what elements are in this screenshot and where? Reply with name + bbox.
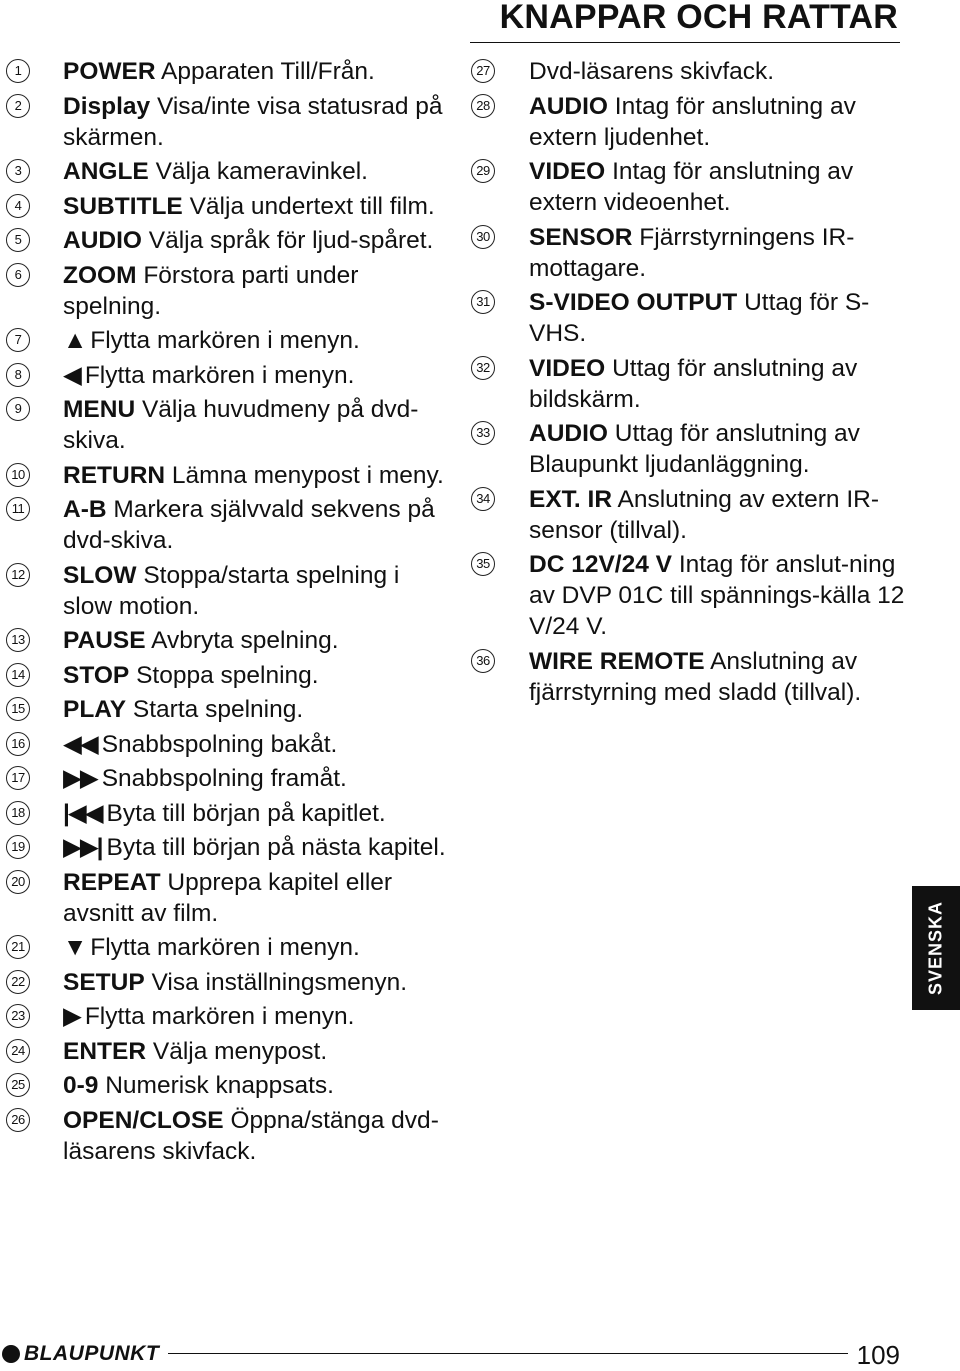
list-item — [466, 91, 906, 153]
item-key-label: AUDIO — [529, 92, 608, 120]
list-item — [0, 56, 450, 87]
button-symbol-icon: ▶▶| — [63, 834, 102, 861]
list-item — [466, 418, 906, 480]
item-description: Flytta markören i menyn. — [84, 1003, 355, 1030]
item-key-label: OPEN/CLOSE — [63, 1106, 224, 1134]
item-number-badge: 6 — [6, 263, 30, 287]
item-description: Visa/inte visa statusrad på skärmen. — [63, 92, 443, 151]
item-description: Avbryta spelning. — [151, 627, 339, 654]
item-description: Apparaten Till/Från. — [161, 58, 375, 85]
item-key-label: S-VIDEO OUTPUT — [529, 289, 738, 316]
item-number-badge: 8 — [6, 363, 30, 387]
right-column — [466, 56, 906, 711]
item-description: Uttag för S-VHS. — [529, 289, 870, 347]
item-number-badge: 2 — [6, 94, 30, 118]
item-description: Intag för anslutning av extern videoenhet. — [529, 158, 854, 216]
item-key-label: SUBTITLE — [63, 192, 183, 220]
item-key-label: AUDIO — [63, 227, 142, 254]
item-key-label: REPEAT — [63, 868, 161, 896]
list-item — [466, 353, 906, 415]
item-key-label: VIDEO — [529, 354, 606, 382]
item-number-badge: 17 — [6, 766, 30, 790]
item-key-label: PAUSE — [63, 627, 146, 654]
item-key-label: SLOW — [63, 561, 137, 589]
brand-logo — [2, 1341, 159, 1367]
list-item — [466, 484, 906, 546]
list-item — [0, 1001, 450, 1032]
footer-rule — [168, 1353, 848, 1354]
list-item — [0, 191, 450, 222]
language-tab-label: SVENSKA — [925, 900, 946, 996]
list-item — [0, 1105, 450, 1167]
list-item — [0, 494, 450, 556]
item-key-label: PLAY — [63, 696, 127, 723]
item-description: Anslutning av fjärrstyrning med sladd (tillval). — [529, 647, 862, 706]
item-description: Förstora parti under spelning. — [63, 261, 359, 320]
list-item — [466, 287, 906, 349]
page-number: 109 — [856, 1340, 900, 1370]
button-symbol-icon: ▶▶ — [63, 765, 97, 792]
item-number-badge: 5 — [6, 228, 30, 252]
item-description: Välja kameravinkel. — [155, 158, 368, 185]
item-key-label: POWER — [63, 58, 156, 85]
list-item — [466, 549, 906, 642]
item-number-badge: 7 — [6, 328, 30, 352]
title-rule — [470, 42, 900, 43]
item-number-badge: 26 — [6, 1108, 30, 1132]
item-description: Fjärrstyrningens IR-mottagare. — [529, 223, 855, 282]
item-number-badge: 32 — [471, 356, 495, 380]
list-item — [0, 560, 450, 622]
item-number-badge: 15 — [6, 697, 30, 721]
item-number-badge: 10 — [6, 463, 30, 487]
item-key-label: EXT. IR — [529, 485, 613, 513]
button-symbol-icon: |◀◀ — [63, 799, 102, 827]
item-key-label: Display — [63, 92, 151, 120]
item-key-label: RETURN — [63, 461, 166, 489]
item-key-label: MENU — [63, 396, 136, 423]
list-item — [0, 867, 450, 929]
item-number-badge: 24 — [6, 1039, 30, 1063]
button-symbol-icon: ◀◀ — [63, 730, 97, 758]
item-description: Flytta markören i menyn. — [84, 361, 355, 389]
item-description: Byta till början på kapitlet. — [106, 799, 386, 827]
list-item — [0, 325, 450, 356]
language-tab — [912, 886, 960, 1010]
list-item — [0, 460, 450, 491]
item-description: Visa inställningsmenyn. — [151, 968, 408, 996]
item-number-badge: 23 — [6, 1004, 30, 1028]
item-description: Flytta markören i menyn. — [90, 934, 360, 961]
item-key-label: WIRE REMOTE — [529, 647, 705, 675]
brand-name: BLAUPUNKT — [24, 1342, 160, 1365]
item-number-badge: 11 — [6, 497, 30, 521]
item-description: Lämna menypost i meny. — [171, 461, 444, 489]
item-description: Byta till början på nästa kapitel. — [106, 834, 446, 861]
item-number-badge: 31 — [471, 290, 495, 314]
list-item — [466, 222, 906, 284]
item-description: Markera självvald sekvens på dvd-skiva. — [63, 496, 435, 554]
item-description: Stoppa/starta spelning i slow motion. — [63, 561, 400, 620]
item-description: Intag för anslut-ning av DVP 01C till spännings-källa 12 V/24 V. — [529, 551, 905, 640]
list-item — [0, 91, 450, 153]
item-number-badge: 27 — [471, 59, 495, 83]
item-number-badge: 1 — [6, 59, 30, 83]
item-description: Uttag för anslutning av Blaupunkt ljudanläggning. — [529, 420, 860, 478]
item-number-badge: 34 — [471, 487, 495, 511]
list-item — [0, 694, 450, 725]
item-key-label: SETUP — [63, 968, 145, 996]
page-title: KNAPPAR OCH RATTAR — [499, 0, 898, 36]
list-item — [0, 260, 450, 322]
item-key-label: SENSOR — [529, 223, 633, 251]
item-description: Välja menypost. — [152, 1037, 328, 1065]
item-key-label: DC 12V/24 V — [529, 551, 672, 578]
item-number-badge: 35 — [471, 552, 495, 576]
list-item — [0, 156, 450, 187]
list-item — [0, 360, 450, 391]
list-item — [466, 156, 906, 218]
item-key-label: ENTER — [63, 1037, 147, 1065]
item-number-badge: 28 — [471, 94, 495, 118]
button-symbol-icon: ▲ — [63, 327, 86, 354]
item-number-badge: 3 — [6, 159, 30, 183]
item-description: Starta spelning. — [132, 696, 304, 723]
item-key-label: VIDEO — [529, 158, 606, 185]
item-description: Snabbspolning framåt. — [101, 765, 347, 792]
item-number-badge: 14 — [6, 663, 30, 687]
item-key-label: 0-9 — [63, 1072, 99, 1099]
list-item — [0, 832, 450, 863]
item-description: Stoppa spelning. — [136, 661, 319, 689]
item-number-badge: 20 — [6, 870, 30, 894]
logo-dot-icon — [2, 1345, 20, 1363]
list-item — [0, 729, 450, 760]
item-number-badge: 36 — [471, 649, 495, 673]
item-description: Numerisk knappsats. — [105, 1072, 334, 1099]
list-item — [0, 394, 450, 456]
list-item — [0, 1036, 450, 1067]
item-key-label: ZOOM — [63, 261, 137, 289]
list-item — [0, 225, 450, 256]
button-symbol-icon: ▼ — [63, 934, 86, 961]
item-description: Anslutning av extern IR-sensor (tillval). — [529, 485, 879, 544]
item-number-badge: 19 — [6, 835, 30, 859]
item-description: Välja undertext till film. — [189, 192, 435, 220]
item-number-badge: 4 — [6, 194, 30, 218]
item-description: Välja huvudmeny på dvd-skiva. — [63, 396, 419, 454]
list-item — [0, 798, 450, 829]
item-description: Upprepa kapitel eller avsnitt av film. — [63, 868, 393, 927]
item-number-badge: 25 — [6, 1073, 30, 1097]
list-item — [0, 763, 450, 794]
item-number-badge: 30 — [471, 225, 495, 249]
item-number-badge: 21 — [6, 935, 30, 959]
item-number-badge: 12 — [6, 563, 30, 587]
item-key-label: STOP — [63, 661, 130, 689]
left-column — [0, 56, 450, 1170]
item-number-badge: 29 — [471, 159, 495, 183]
list-item — [0, 625, 450, 656]
item-description: Snabbspolning bakåt. — [101, 730, 338, 758]
button-symbol-icon: ◀ — [63, 361, 80, 389]
item-description: Välja språk för ljud-spåret. — [148, 227, 434, 254]
item-description: Intag för anslutning av extern ljudenhet. — [529, 92, 856, 151]
item-key-label: A-B — [63, 496, 107, 523]
item-number-badge: 13 — [6, 628, 30, 652]
item-key-label: AUDIO — [529, 420, 608, 447]
list-item — [0, 660, 450, 691]
item-description: Uttag för anslutning av bildskärm. — [529, 354, 858, 413]
item-key-label: ANGLE — [63, 158, 149, 185]
item-number-badge: 22 — [6, 970, 30, 994]
list-item — [0, 932, 450, 963]
item-description: Flytta markören i menyn. — [90, 327, 360, 354]
item-number-badge: 33 — [471, 421, 495, 445]
list-item — [466, 56, 906, 87]
item-number-badge: 16 — [6, 732, 30, 756]
item-description: Öppna/stänga dvd-läsarens skivfack. — [63, 1106, 439, 1165]
list-item — [0, 967, 450, 998]
item-number-badge: 9 — [6, 397, 30, 421]
list-item — [466, 646, 906, 708]
list-item — [0, 1070, 450, 1101]
item-description: Dvd-läsarens skivfack. — [529, 58, 775, 85]
item-number-badge: 18 — [6, 801, 30, 825]
button-symbol-icon: ▶ — [63, 1003, 80, 1030]
